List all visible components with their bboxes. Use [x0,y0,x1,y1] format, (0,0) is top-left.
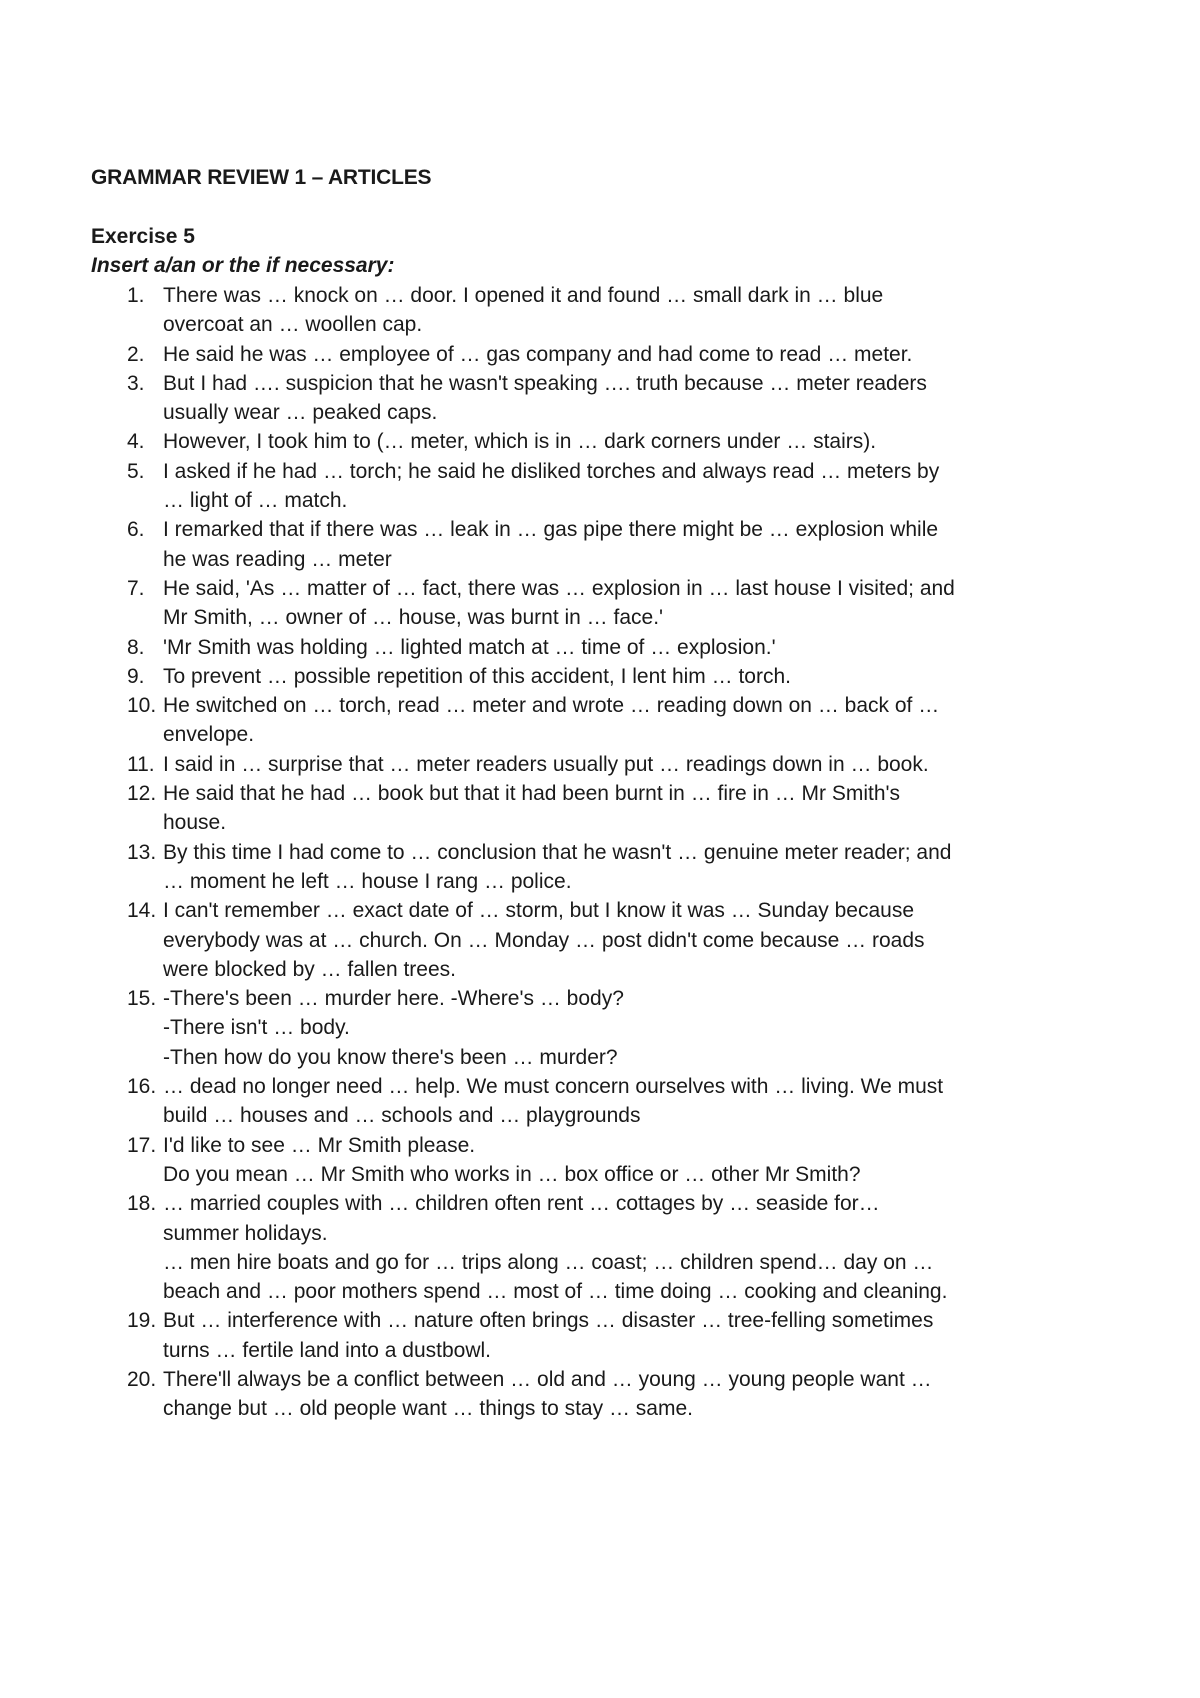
exercise-list [0,281,1200,1424]
item-number: 8. [127,635,145,659]
item-text-line: overcoat an … woollen cap. [163,313,423,337]
item-text-line: -There's been … murder here. -Where's … body? [163,987,624,1011]
item-text-line: change but … old people want … things to stay … same. [163,1397,693,1421]
item-text-line: But I had …. suspicion that he wasn't speaking …. truth because … meter readers [163,371,927,395]
item-text-line: … men hire boats and go for … trips along … coast; … children spend… day on … [163,1250,934,1274]
item-text-line: I'd like to see … Mr Smith please. [163,1133,476,1157]
item-text-line: He switched on … torch, read … meter and wrote … reading down on … back of … [163,694,940,718]
item-text-line: -Then how do you know there's been … murder? [163,1045,618,1069]
item-text-line: He said that he had … book but that it had been burnt in … fire in … Mr Smith's [163,782,901,806]
exercise-item [0,691,1200,750]
item-text-line: Mr Smith, … owner of … house, was burnt in … face.' [163,606,664,630]
exercise-item [0,1072,1200,1131]
item-text-line: … married couples with … children often rent … cottages by … seaside for… [163,1192,880,1216]
item-text-line: usually wear … peaked caps. [163,401,438,425]
item-number: 1. [127,284,145,307]
exercise-item [0,1365,1200,1424]
item-text-line: However, I took him to (… meter, which is in … dark corners under … stairs). [163,430,877,454]
item-text-line: There was … knock on … door. I opened it and found … small dark in … blue [163,284,884,307]
item-text-line: I remarked that if there was … leak in … gas pipe there might be … explosion while [163,518,939,542]
item-text-line: were blocked by … fallen trees. [163,957,456,981]
item-number: 17. [127,1133,157,1157]
exercise-instruction: Insert a/an or the if necessary: [91,254,395,277]
item-text-line: I asked if he had … torch; he said he disliked torches and always read … meters by [163,459,940,483]
exercise-item [0,281,1200,340]
item-number: 3. [127,371,145,395]
item-number: 9. [127,664,145,688]
exercise-item [0,838,1200,897]
item-text-line: I said in … surprise that … meter readers usually put … readings down in … book. [163,752,929,776]
exercise-item [0,1131,1200,1190]
exercise-item [0,340,1200,369]
item-text-line: 'Mr Smith was holding … lighted match at … time of … explosion.' [163,635,776,659]
item-text-line: I can't remember … exact date of … storm, but I know it was … Sunday because [163,899,915,923]
item-text-line: house. [163,811,227,835]
item-text-line: To prevent … possible repetition of this accident, I lent him … torch. [163,664,791,688]
item-text-line: he was reading … meter [163,547,392,571]
item-number: 19. [127,1309,157,1333]
exercise-item [0,633,1200,662]
item-text-line: But … interference with … nature often brings … disaster … tree-felling sometimes [163,1309,934,1333]
item-number: 15. [127,987,157,1011]
exercise-item [0,1306,1200,1365]
exercise-item [0,1189,1200,1306]
document-title: GRAMMAR REVIEW 1 – ARTICLES [91,166,432,189]
exercise-item [0,457,1200,516]
item-text-line: -There isn't … body. [163,1016,350,1040]
exercise-item [0,750,1200,779]
item-number: 2. [127,342,145,366]
item-text-line: … dead no longer need … help. We must concern ourselves with … living. We must [163,1075,944,1099]
item-text-line: Do you mean … Mr Smith who works in … box office or … other Mr Smith? [163,1162,861,1186]
item-text-line: … light of … match. [163,489,348,513]
item-text-line: summer holidays. [163,1221,328,1245]
item-number: 7. [127,576,145,600]
exercise-item [0,427,1200,456]
exercise-item [0,779,1200,838]
item-text-line: envelope. [163,723,255,747]
exercise-item [0,984,1200,1072]
exercise-item [0,515,1200,574]
item-number: 5. [127,459,145,483]
item-number: 12. [127,782,157,806]
item-number: 18. [127,1192,157,1216]
item-number: 14. [127,899,157,923]
item-number: 11. [127,752,155,776]
item-text-line: By this time I had come to … conclusion that he wasn't … genuine meter reader; and [163,840,952,864]
item-number: 16. [127,1075,157,1099]
item-number: 4. [127,430,145,454]
item-text-line: build … houses and … schools and … playgrounds [163,1104,641,1128]
item-number: 13. [127,840,157,864]
item-text-line: … moment he left … house I rang … police. [163,869,572,893]
item-text-line: He said, 'As … matter of … fact, there was … explosion in … last house I visited; and [163,576,955,600]
item-number: 20. [127,1367,157,1391]
item-text-line: He said he was … employee of … gas company and had come to read … meter. [163,342,913,366]
exercise-item [0,896,1200,984]
item-text-line: turns … fertile land into a dustbowl. [163,1338,492,1362]
item-text-line: beach and … poor mothers spend … most of … time doing … cooking and cleaning. [163,1280,948,1304]
exercise-item [0,369,1200,428]
exercise-item [0,574,1200,633]
exercise-heading: Exercise 5 [91,225,195,248]
item-text-line: There'll always be a conflict between … old and … young … young people want … [163,1367,932,1391]
exercise-item [0,662,1200,691]
item-number: 6. [127,518,145,542]
item-number: 10. [127,694,157,718]
item-text-line: everybody was at … church. On … Monday … post didn't come because … roads [163,928,925,952]
